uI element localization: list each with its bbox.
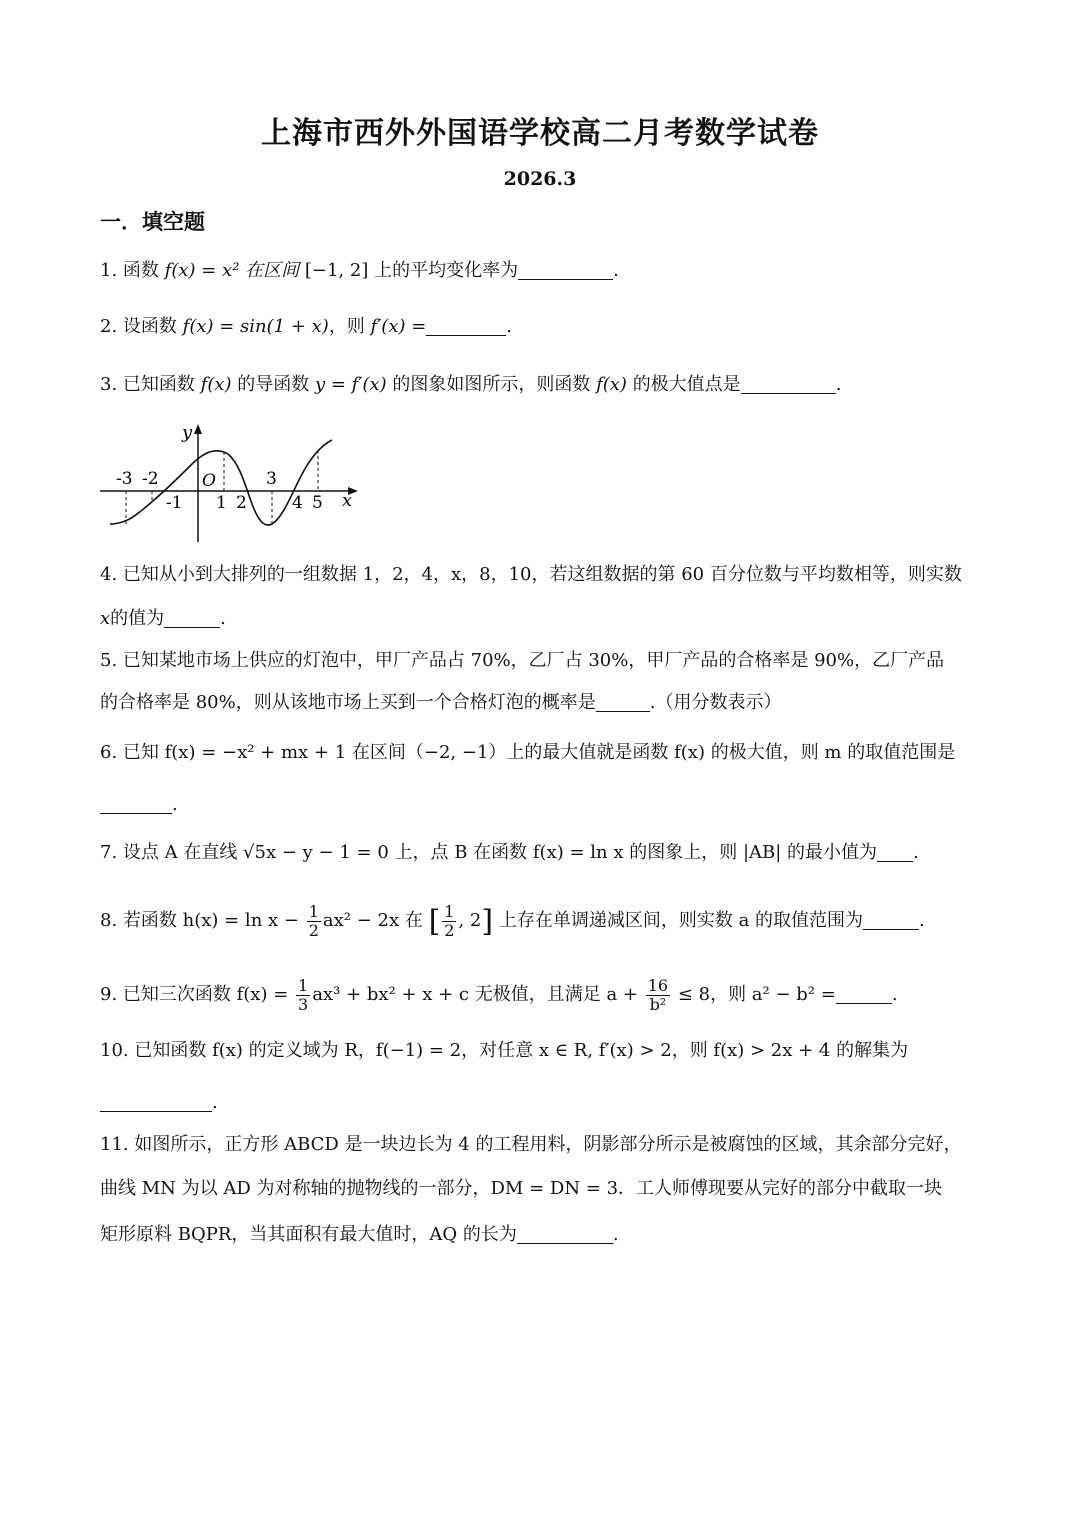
answer-blank[interactable]: [100, 1089, 212, 1112]
question-7: 7. 设点 A 在直线 √5x − y − 1 = 0 上，点 B 在函数 f(x) = ln x 的图象上，则 |AB| 的最小值为 .: [100, 832, 990, 874]
question-10-line2: .: [100, 1082, 990, 1124]
origin-label: O: [202, 471, 216, 491]
exam-date: 2026.3: [503, 168, 577, 190]
question-2: 2. 设函数 f(x) = sin(1 + x)，则 f′(x) = .: [100, 306, 990, 348]
answer-blank[interactable]: [836, 981, 892, 1004]
tick-label: 5: [312, 493, 323, 513]
tick-label: -2: [142, 469, 159, 489]
answer-blank[interactable]: [877, 839, 913, 862]
answer-blank[interactable]: [863, 907, 919, 930]
fraction: $\frac{1}{2}$: [444, 901, 455, 940]
question-6: 6. 已知 f(x) = −x² + mx + 1 在区间（−2, −1）上的最大值就是函数 f(x) 的极大值，则 m 的取值范围是: [100, 742, 956, 763]
question-5: 5. 已知某地市场上供应的灯泡中，甲厂产品占 70%，乙厂占 30%，甲厂产品的合格率是 90%，乙厂产品: [100, 650, 945, 671]
answer-blank[interactable]: [100, 791, 172, 814]
answer-blank[interactable]: [518, 257, 613, 280]
question-8: 8. 若函数 h(x) = ln x − $\frac{1}{2}$ ax² − 2x 在 [ $\frac{1}{2}$ , 2] 上存在单调递减区间，则实数 a 的取值范围为 .: [100, 901, 925, 940]
tick-label: 2: [236, 493, 247, 513]
question-9: 9. 已知三次函数 f(x) = $\frac{1}{3}$ ax³ + bx² + x + c 无极值，且满足 a + $\frac{16}{\text{b²}}$ ≤ 8，则 a² − b² = .: [100, 975, 898, 1014]
x-label: x: [342, 490, 353, 511]
derivative-graph: [96, 418, 368, 546]
answer-blank[interactable]: [596, 689, 650, 712]
tick-label: 1: [216, 493, 227, 513]
exam-title: 上海市西外外国语学校高二月考数学试卷: [261, 116, 819, 151]
question-10: 10. 已知函数 f(x) 的定义域为 R，f(−1) = 2，对任意 x ∈ R, f′(x) > 2，则 f(x) > 2x + 4 的解集为: [100, 1040, 909, 1061]
section-heading: 一．填空题: [100, 209, 205, 234]
y-axis-arrow: [194, 424, 202, 434]
tick-label: -3: [116, 469, 133, 489]
question-11-line2: 曲线 MN 为以 AD 为对称轴的抛物线的一部分，DM = DN = 3．工人师傅现要从完好的部分中截取一块: [100, 1178, 943, 1199]
question-4-line2: x的值为 .: [100, 598, 990, 640]
question-4: 4. 已知从小到大排列的一组数据 1，2，4，x，8，10，若这组数据的第 60 百分位数与平均数相等，则实数: [100, 564, 962, 585]
tick-label: 4: [292, 493, 303, 513]
fraction: $\frac{1}{2}$: [308, 901, 319, 940]
question-11: 11. 如图所示，正方形 ABCD 是一块边长为 4 的工程用料，阴影部分所示是被腐蚀的区域，其余部分完好，: [100, 1134, 962, 1155]
answer-blank[interactable]: [164, 605, 220, 628]
question-3: 3. 已知函数 f(x) 的导函数 y = f′(x) 的图象如图所示，则函数 f(x) 的极大值点是 .: [100, 364, 990, 406]
y-label: y: [182, 422, 193, 443]
answer-blank[interactable]: [426, 313, 506, 336]
question-1: 1. 函数 f(x) = x² 在区间 [−1, 2] 上的平均变化率为 .: [100, 250, 990, 292]
question-11-line3: 矩形原料 BQPR，当其面积有最大值时，AQ 的长为 .: [100, 1214, 990, 1256]
question-6-line2: .: [100, 784, 990, 826]
tick-label: 3: [266, 469, 277, 489]
question-5-line2: 的合格率是 80%，则从该地市场上买到一个合格灯泡的概率是 .（用分数表示）: [100, 682, 990, 724]
fraction: $\frac{1}{3}$: [298, 975, 309, 1014]
answer-blank[interactable]: [741, 371, 836, 394]
tick-label: -1: [166, 493, 183, 513]
answer-blank[interactable]: [517, 1221, 613, 1244]
fraction: $\frac{16}{\text{b²}}$: [647, 975, 669, 1014]
